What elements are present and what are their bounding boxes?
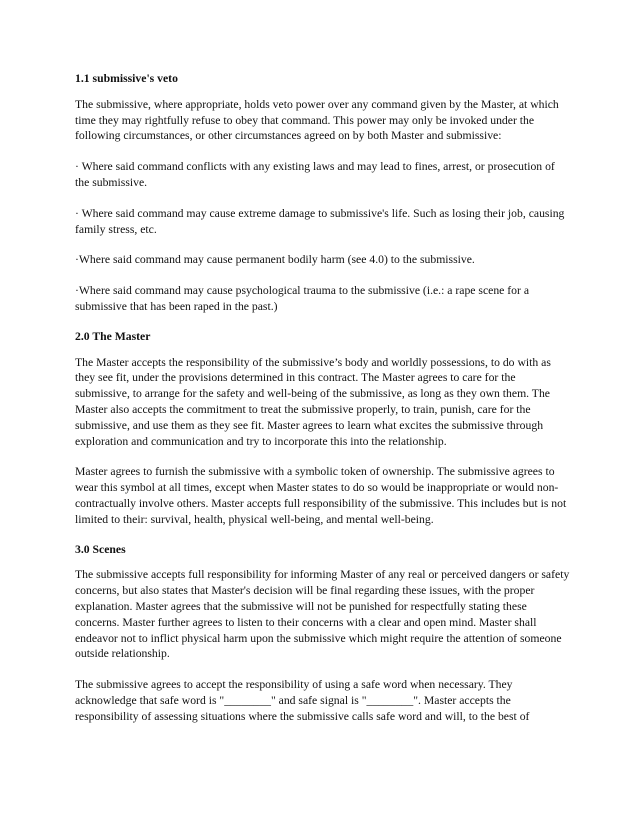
paragraph: The submissive accepts full responsibility for informing Master of any real or perceived dangers or safety concerns, but also states that Master's decision will be final regarding these issues, with the proper explanation. Master agrees that the submissive will not be punished for respectfully stating these concerns. Master further agrees to listen to their concerns with a clear and open mind. Master shall endeavor not to inflict physical harm upon the submissive which might require the attention of someone outside relationship. [75,568,570,661]
bullet-item: ·Where said command may cause psychological trauma to the submissive (i.e.: a rape scene for a submissive that has been raped in the past.) [75,284,530,313]
section-submissive-veto [75,71,570,315]
paragraph: The submissive agrees to accept the responsibility of using a safe word when necessary. They acknowledge that safe word is "________" and safe signal is "________". Master accepts the responsibility of assessing situations where the submissive calls safe word and will, to the best of [75,678,530,723]
bullet-item: ·Where said command may cause permanent bodily harm (see 4.0) to the submissive. [75,253,475,267]
section-heading: 1.1 submissive's veto [75,72,178,85]
bullet-item: · Where said command conflicts with any existing laws and may lead to fines, arrest, or prosecution of the submissive. [75,160,555,189]
section-the-master [75,329,570,528]
bullet-item: · Where said command may cause extreme damage to submissive's life. Such as losing their job, causing family stress, etc. [75,206,565,236]
paragraph: The submissive, where appropriate, holds veto power over any command given by the Master, at which time they may rightfully refuse to obey that command. This power may only be invoked under the following circumstances, or other circumstances agreed on by both Master and submissive: [75,97,559,143]
paragraph: Master agrees to furnish the submissive with a symbolic token of ownership. The submissive agrees to wear this symbol at all times, except when Master states to do so would be inappropriate or would non-contractually involve others. Master accepts full responsibility of the submissive. This includes but is not limited to their: survival, health, physical well-being, and mental well-being. [75,465,567,526]
section-scenes [75,542,570,725]
section-heading: 3.0 Scenes [75,542,126,556]
paragraph: The Master accepts the responsibility of the submissive’s body and worldly possessions, to do with as they see fit, under the provisions determined in this contract. The Master agrees to care for the submissive, to arrange for the safety and well-being of the submissive, as long as they own them. The Master also accepts the commitment to treat the submissive properly, to train, punish, care for the submissive, and use them as they see fit. Master agrees to learn what excites the submissive through exploration and communication and try to incorporate this into the relationship. [75,355,551,448]
document-page [75,71,570,740]
section-heading: 2.0 The Master [75,329,151,343]
